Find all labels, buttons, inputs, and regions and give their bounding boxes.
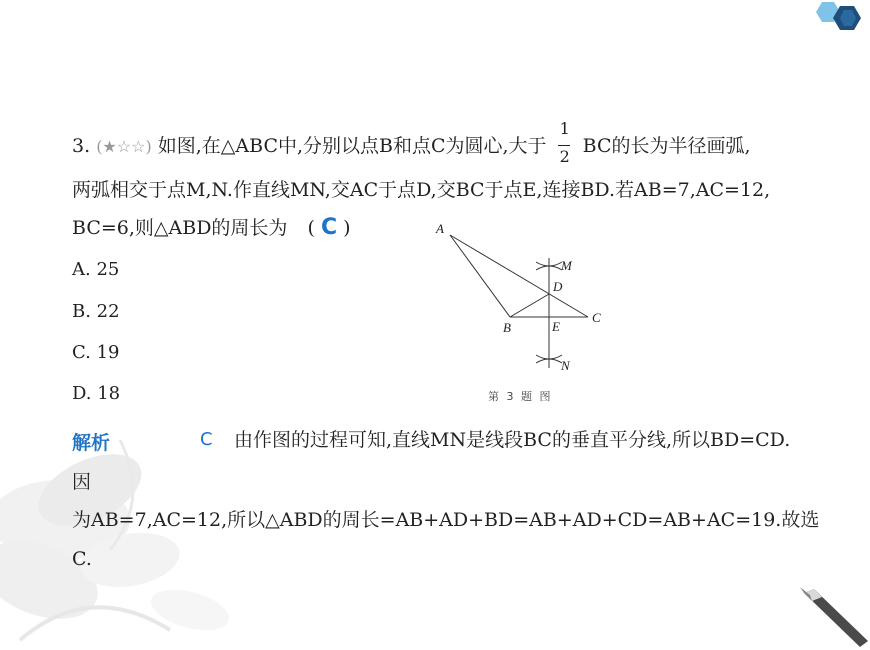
fraction-numerator: 1	[559, 119, 570, 138]
segment-ab	[450, 235, 510, 317]
answer-paren-close: )	[343, 217, 351, 239]
figure-caption: 第 3 题 图	[488, 390, 553, 403]
label-d: D	[553, 279, 563, 294]
difficulty-stars: (★☆☆)	[96, 137, 152, 156]
label-a: A	[436, 221, 444, 236]
geometry-figure	[430, 218, 620, 378]
question-number: 3.	[72, 135, 91, 157]
option-a: A. 25	[72, 259, 120, 280]
question-text-3: BC=6,则△ABD的周长为	[72, 217, 288, 239]
analysis-line-1: 由作图的过程可知,直线MN是线段BC的垂直平分线,所以BD=CD.	[234, 429, 791, 451]
answer-letter: C	[320, 215, 338, 240]
fraction-bar	[558, 145, 570, 146]
question-line-1	[72, 119, 751, 166]
segment-ac	[450, 235, 588, 317]
label-m: M	[561, 258, 572, 273]
option-c: C. 19	[72, 342, 120, 363]
analysis-line-4: C.	[72, 548, 92, 570]
segment-bd	[510, 294, 549, 317]
hexagon-logo-icon	[800, 0, 870, 50]
label-b: B	[503, 320, 511, 335]
label-c: C	[592, 310, 601, 325]
label-n: N	[561, 358, 570, 373]
fraction-denominator: 2	[559, 147, 570, 166]
analysis-line-2: 因	[72, 471, 92, 493]
analysis-line-3: 为AB=7,AC=12,所以△ABD的周长=AB+AD+BD=AB+AD+CD=AB+AC=19.故选	[72, 509, 820, 531]
fraction-one-half	[557, 119, 573, 166]
option-d: D. 18	[72, 383, 121, 404]
question-line-3	[72, 216, 351, 240]
label-e: E	[552, 319, 560, 334]
answer-paren-open: (	[307, 217, 315, 239]
question-text-1b: BC的长为半径画弧,	[582, 135, 751, 157]
question-text-1a: 如图,在△ABC中,分别以点B和点C为圆心,大于	[157, 135, 547, 157]
analysis-label: 解析	[72, 432, 111, 454]
analysis-answer: C	[200, 429, 213, 450]
pen-decoration-icon	[800, 585, 870, 650]
question-line-2: 两弧相交于点M,N.作直线MN,交AC于点D,交BC于点E,连接BD.若AB=7,AC=12,	[72, 179, 771, 201]
option-b: B. 22	[72, 301, 120, 322]
